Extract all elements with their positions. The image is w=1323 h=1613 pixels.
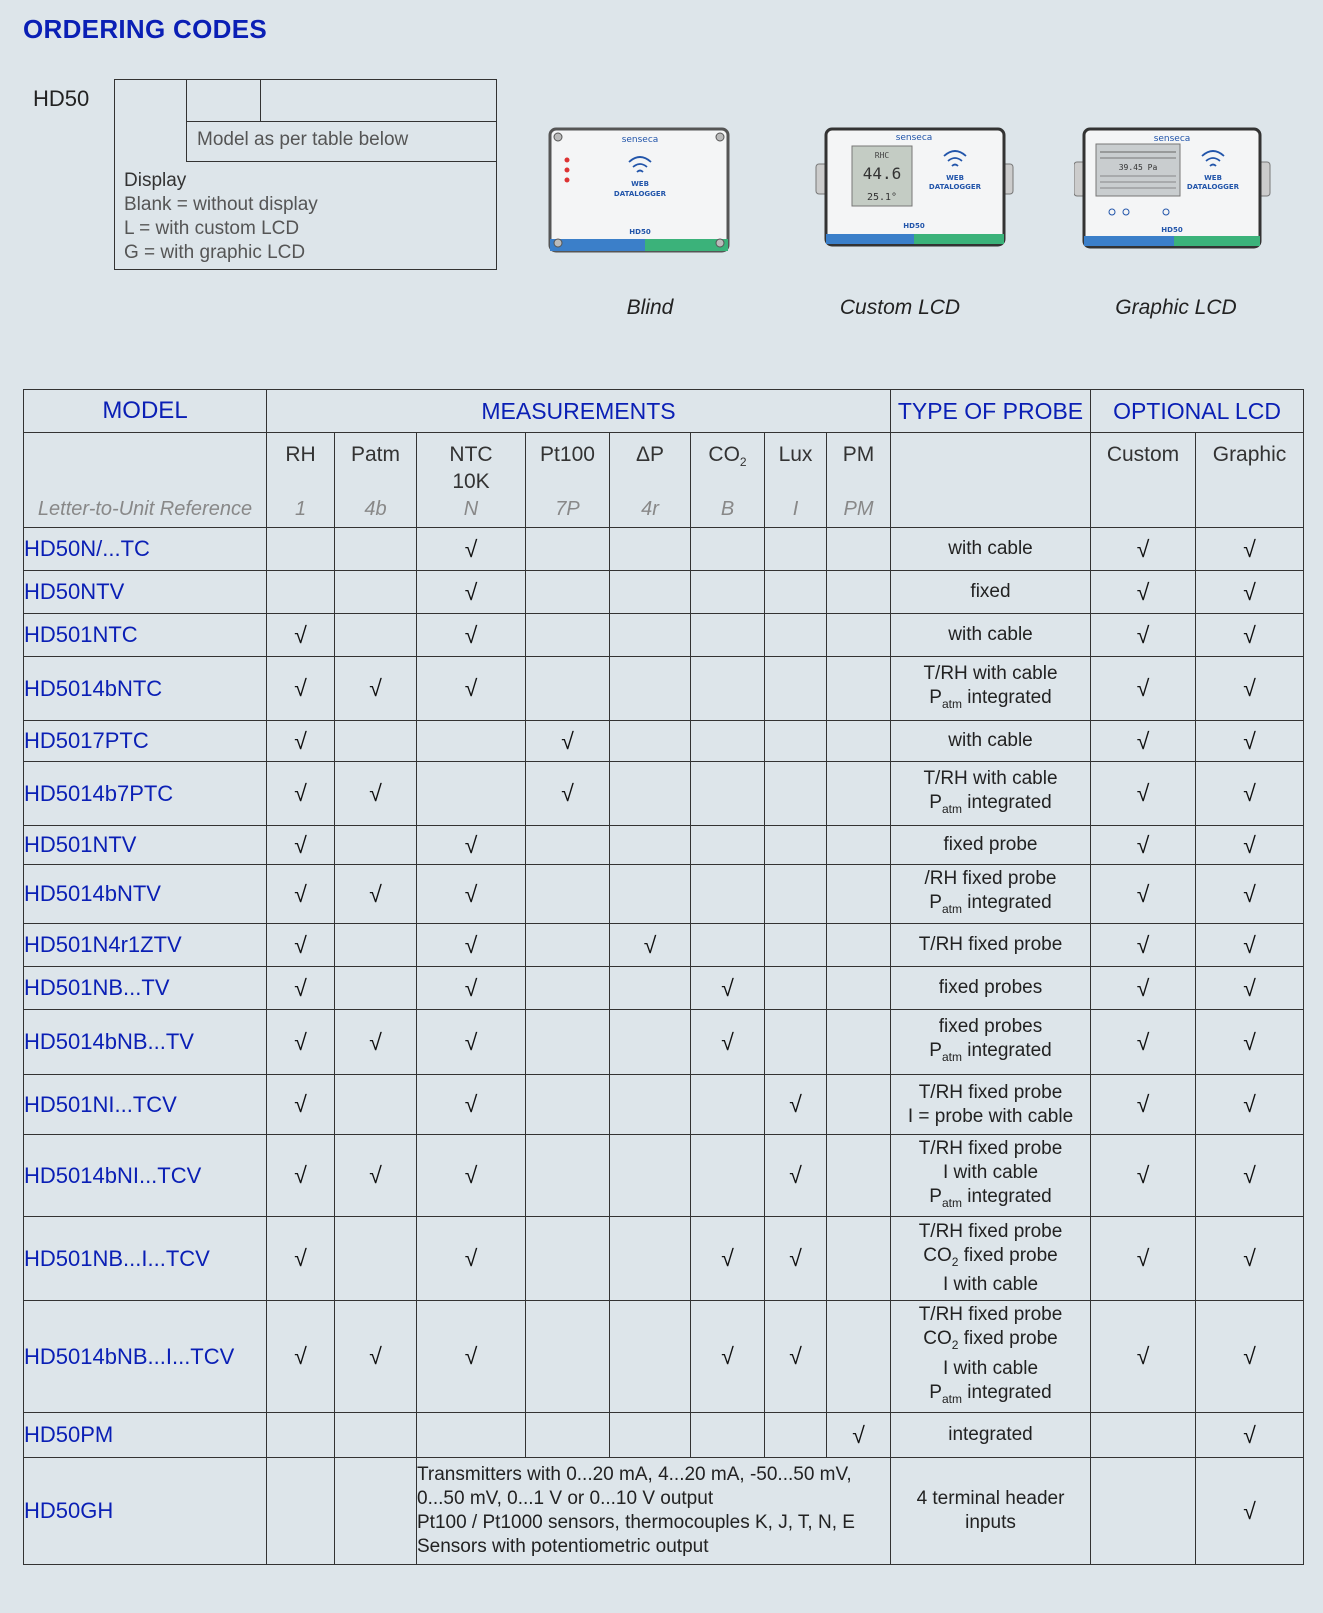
measure-cell <box>691 1135 765 1217</box>
check-mark: √ <box>691 1010 765 1075</box>
check-mark: √ <box>526 762 610 826</box>
model-code: HD5014bNTV <box>24 865 267 924</box>
check-mark: √ <box>267 1135 335 1217</box>
probe-line: inputs <box>965 1512 1016 1533</box>
svg-text:DATALOGGER: DATALOGGER <box>613 190 667 198</box>
probe-line: fixed probes <box>938 977 1043 998</box>
measure-cell <box>827 924 891 967</box>
measure-cell <box>267 1458 335 1565</box>
check-mark: √ <box>267 865 335 924</box>
probe-type <box>891 571 1091 614</box>
lcd-custom-cell: √ <box>1091 614 1196 657</box>
check-mark: √ <box>526 721 610 762</box>
lcd-graphic-cell: √ <box>1196 571 1304 614</box>
measure-cell <box>691 1413 765 1458</box>
check-mark: √ <box>417 924 526 967</box>
col-co2: $CO_2$ B <box>691 433 765 528</box>
table-row <box>24 1217 1304 1301</box>
measure-cell <box>526 924 610 967</box>
probe-type <box>891 721 1091 762</box>
lcd-graphic-cell: √ <box>1196 826 1304 865</box>
header-probe-type: TYPE OF PROBE <box>891 390 1091 433</box>
measure-cell <box>765 924 827 967</box>
probe-type <box>891 614 1091 657</box>
lcd-graphic-cell: √ <box>1196 924 1304 967</box>
check-mark: √ <box>417 967 526 1010</box>
model-code: HD501NTC <box>24 614 267 657</box>
check-mark: √ <box>267 1010 335 1075</box>
measure-cell <box>765 657 827 721</box>
check-mark: √ <box>417 571 526 614</box>
check-mark: √ <box>267 721 335 762</box>
table-row <box>24 1010 1304 1075</box>
table-row <box>24 614 1304 657</box>
measure-cell <box>335 614 417 657</box>
measure-cell <box>526 571 610 614</box>
check-mark: √ <box>417 614 526 657</box>
measure-cell <box>335 1458 417 1565</box>
measure-cell <box>610 762 691 826</box>
measure-cell <box>765 826 827 865</box>
measure-cell <box>267 571 335 614</box>
col-delta-p: ΔP 4r <box>610 433 691 528</box>
probe-type <box>891 657 1091 721</box>
probe-type <box>891 1075 1091 1135</box>
lcd-graphic-cell: √ <box>1196 657 1304 721</box>
measure-cell <box>691 528 765 571</box>
measure-cell <box>526 614 610 657</box>
probe-line: T/RH fixed probe <box>918 934 1063 955</box>
lcd-graphic-cell: √ <box>1196 762 1304 826</box>
table-row <box>24 571 1304 614</box>
lcd-graphic-cell: √ <box>1196 1413 1304 1458</box>
probe-type <box>891 826 1091 865</box>
header-measurements: MEASUREMENTS <box>267 390 891 433</box>
measure-cell <box>827 1217 891 1301</box>
probe-line: with cable <box>948 624 1033 645</box>
check-mark: √ <box>417 1217 526 1301</box>
device-caption-blind: Blind <box>626 296 674 319</box>
svg-text:WEB: WEB <box>631 180 649 188</box>
probe-line: with cable <box>948 538 1033 559</box>
gh-line: Transmitters with 0...20 mA, 4...20 mA, -50...50 mV, <box>417 1464 852 1485</box>
lcd-graphic-cell: √ <box>1196 721 1304 762</box>
device-graphic-lcd-image <box>1074 124 1274 254</box>
measure-cell <box>610 1413 691 1458</box>
table-row <box>24 721 1304 762</box>
svg-text:RHC: RHC <box>874 151 890 160</box>
probe-type <box>891 865 1091 924</box>
probe-line: fixed probes <box>938 1016 1043 1038</box>
probe-line-patm: $P_{atm}$ integrated <box>929 686 1052 711</box>
lcd-custom-cell: √ <box>1091 1075 1196 1135</box>
lcd-graphic-cell: √ <box>1196 967 1304 1010</box>
lcd-graphic-cell: √ <box>1196 1458 1304 1565</box>
table-row <box>24 1301 1304 1413</box>
check-mark: √ <box>765 1217 827 1301</box>
measure-cell <box>610 721 691 762</box>
measure-cell <box>526 1413 610 1458</box>
measure-cell <box>765 528 827 571</box>
check-mark: √ <box>765 1301 827 1413</box>
model-note: Model as per table below <box>197 129 409 150</box>
measure-cell <box>526 1217 610 1301</box>
check-mark: √ <box>691 1217 765 1301</box>
display-option: G = with graphic LCD <box>124 242 306 263</box>
probe-line-co2: $CO_2$ fixed probe <box>923 1244 1058 1269</box>
device-caption-custom-lcd: Custom LCD <box>839 296 961 319</box>
measure-cell <box>827 657 891 721</box>
measure-cell <box>267 1413 335 1458</box>
col-lux: Lux I <box>765 433 827 528</box>
check-mark: √ <box>691 967 765 1010</box>
measure-cell <box>526 657 610 721</box>
measure-cell <box>827 1075 891 1135</box>
model-code: HD5014bNB...I...TCV <box>24 1301 267 1413</box>
svg-text:44.6: 44.6 <box>862 164 902 183</box>
check-mark: √ <box>417 1010 526 1075</box>
display-option: Blank = without display <box>124 194 318 215</box>
probe-line: I with cable <box>942 1274 1039 1296</box>
col-custom: Custom <box>1091 433 1196 528</box>
model-code: HD501NTV <box>24 826 267 865</box>
probe-line: I with cable <box>942 1161 1039 1183</box>
measure-cell <box>827 571 891 614</box>
lcd-graphic-cell: √ <box>1196 1075 1304 1135</box>
measure-cell <box>335 721 417 762</box>
probe-type <box>891 762 1091 826</box>
check-mark: √ <box>417 1301 526 1413</box>
lcd-custom-cell <box>1091 1458 1196 1565</box>
probe-type <box>891 967 1091 1010</box>
lcd-graphic-cell: √ <box>1196 528 1304 571</box>
col-ntc: NTC 10K N <box>417 433 526 528</box>
header-model: MODEL <box>24 390 267 433</box>
measure-cell <box>335 571 417 614</box>
model-code: HD50NTV <box>24 571 267 614</box>
code-box-tab <box>186 79 261 122</box>
measure-cell <box>335 924 417 967</box>
check-mark: √ <box>691 1301 765 1413</box>
measure-cell <box>267 528 335 571</box>
check-mark: √ <box>335 657 417 721</box>
measure-cell <box>610 571 691 614</box>
table-row <box>24 967 1304 1010</box>
probe-line: with cable <box>948 730 1033 751</box>
probe-line: /RH fixed probe <box>924 868 1057 890</box>
measure-cell <box>526 826 610 865</box>
code-prefix: HD50 <box>33 86 90 111</box>
probe-line: I with cable <box>942 1357 1039 1379</box>
measure-cell <box>691 614 765 657</box>
table-row <box>24 865 1304 924</box>
measure-cell <box>691 721 765 762</box>
check-mark: √ <box>335 762 417 826</box>
measure-cell <box>526 1135 610 1217</box>
header-optional-lcd: OPTIONAL LCD <box>1091 390 1304 433</box>
check-mark: √ <box>267 826 335 865</box>
check-mark: √ <box>335 865 417 924</box>
measure-cell <box>417 721 526 762</box>
model-code: HD50GH <box>24 1458 267 1565</box>
measure-cell <box>526 967 610 1010</box>
measure-cell <box>827 1010 891 1075</box>
check-mark: √ <box>417 826 526 865</box>
probe-line: 4 terminal header <box>916 1488 1065 1509</box>
measure-cell <box>827 528 891 571</box>
probe-line-co2: $CO_2$ fixed probe <box>923 1327 1058 1352</box>
measure-cell <box>765 1010 827 1075</box>
measure-cell <box>827 1301 891 1413</box>
probe-type <box>891 1010 1091 1075</box>
measure-cell <box>765 571 827 614</box>
col-probe-empty <box>891 433 1091 528</box>
model-code: HD5014bNB...TV <box>24 1010 267 1075</box>
measure-cell <box>610 1075 691 1135</box>
svg-text:DATALOGGER: DATALOGGER <box>928 183 982 191</box>
measure-cell <box>827 721 891 762</box>
probe-line: T/RH fixed probe <box>918 1081 1063 1103</box>
ordering-table <box>23 389 1304 1565</box>
measure-cell <box>691 924 765 967</box>
check-mark: √ <box>827 1413 891 1458</box>
measure-cell <box>827 614 891 657</box>
probe-line: T/RH fixed probe <box>918 1303 1063 1325</box>
model-code: HD501NB...TV <box>24 967 267 1010</box>
gh-description <box>417 1458 891 1565</box>
measure-cell <box>691 762 765 826</box>
check-mark: √ <box>417 528 526 571</box>
model-code: HD5014bNI...TCV <box>24 1135 267 1217</box>
check-mark: √ <box>335 1135 417 1217</box>
measure-cell <box>827 967 891 1010</box>
measure-cell <box>335 826 417 865</box>
lcd-custom-cell: √ <box>1091 721 1196 762</box>
model-code: HD50N/...TC <box>24 528 267 571</box>
lcd-graphic-cell: √ <box>1196 614 1304 657</box>
probe-type <box>891 1135 1091 1217</box>
measure-cell <box>610 1135 691 1217</box>
measure-cell <box>691 865 765 924</box>
table-row <box>24 1135 1304 1217</box>
col-graphic: Graphic <box>1196 433 1304 528</box>
col-pm: PM PM <box>827 433 891 528</box>
probe-line: T/RH fixed probe <box>918 1220 1063 1242</box>
check-mark: √ <box>417 1135 526 1217</box>
check-mark: √ <box>335 1010 417 1075</box>
model-code: HD501NB...I...TCV <box>24 1217 267 1301</box>
probe-line-patm: $P_{atm}$ integrated <box>929 791 1052 816</box>
lcd-custom-cell: √ <box>1091 967 1196 1010</box>
lcd-custom-cell: √ <box>1091 1301 1196 1413</box>
device-blind-image <box>545 124 735 259</box>
measure-cell <box>610 1010 691 1075</box>
table-row <box>24 762 1304 826</box>
svg-text:senseca: senseca <box>1153 134 1191 144</box>
measure-cell <box>335 528 417 571</box>
measure-cell <box>765 614 827 657</box>
lcd-custom-cell: √ <box>1091 1217 1196 1301</box>
measure-cell <box>827 865 891 924</box>
display-heading: Display <box>124 170 187 191</box>
svg-text:HD50: HD50 <box>629 228 651 236</box>
measure-cell <box>335 1217 417 1301</box>
lcd-custom-cell: √ <box>1091 762 1196 826</box>
check-mark: √ <box>267 657 335 721</box>
svg-text:39.45 Pa: 39.45 Pa <box>1118 163 1158 172</box>
lcd-custom-cell: √ <box>1091 1135 1196 1217</box>
table-row <box>24 528 1304 571</box>
lcd-custom-cell: √ <box>1091 528 1196 571</box>
header-ref-label: Letter-to-Unit Reference <box>24 433 267 528</box>
measure-cell <box>610 1217 691 1301</box>
device-caption-graphic-lcd: Graphic LCD <box>1115 296 1237 319</box>
page-title: ORDERING CODES <box>23 14 268 44</box>
measure-cell <box>335 1413 417 1458</box>
check-mark: √ <box>267 924 335 967</box>
lcd-custom-cell: √ <box>1091 826 1196 865</box>
svg-text:HD50: HD50 <box>1161 226 1183 234</box>
col-rh: RH 1 <box>267 433 335 528</box>
measure-cell <box>691 571 765 614</box>
probe-type <box>891 528 1091 571</box>
measure-cell <box>526 1010 610 1075</box>
check-mark: √ <box>267 762 335 826</box>
check-mark: √ <box>267 614 335 657</box>
measure-cell <box>691 826 765 865</box>
measure-cell <box>417 762 526 826</box>
lcd-custom-cell: √ <box>1091 924 1196 967</box>
measure-cell <box>610 967 691 1010</box>
check-mark: √ <box>267 967 335 1010</box>
check-mark: √ <box>417 1075 526 1135</box>
measure-cell <box>526 1075 610 1135</box>
lcd-graphic-cell: √ <box>1196 865 1304 924</box>
gh-line: 0...50 mV, 0...1 V or 0...10 V output <box>417 1488 714 1509</box>
measure-cell <box>610 865 691 924</box>
measure-cell <box>610 614 691 657</box>
check-mark: √ <box>417 865 526 924</box>
check-mark: √ <box>610 924 691 967</box>
measure-cell <box>691 657 765 721</box>
model-code: HD5014bNTC <box>24 657 267 721</box>
lcd-graphic-cell: √ <box>1196 1010 1304 1075</box>
check-mark: √ <box>267 1075 335 1135</box>
lcd-custom-cell: √ <box>1091 657 1196 721</box>
probe-line-patm: $P_{atm}$ integrated <box>929 1185 1052 1210</box>
table-row <box>24 1458 1304 1565</box>
check-mark: √ <box>267 1217 335 1301</box>
probe-line-patm: $P_{atm}$ integrated <box>929 892 1052 916</box>
measure-cell <box>691 1075 765 1135</box>
model-code: HD5017PTC <box>24 721 267 762</box>
device-brand: senseca <box>621 135 659 145</box>
check-mark: √ <box>267 1301 335 1413</box>
probe-type <box>891 1413 1091 1458</box>
lcd-graphic-cell: √ <box>1196 1301 1304 1413</box>
measure-cell <box>765 967 827 1010</box>
model-code: HD5014b7PTC <box>24 762 267 826</box>
svg-text:WEB: WEB <box>1204 174 1222 182</box>
probe-type <box>891 1458 1091 1565</box>
svg-text:DATALOGGER: DATALOGGER <box>1186 183 1240 191</box>
gh-line: Pt100 / Pt1000 sensors, thermocouples K, J, T, N, E <box>417 1512 855 1533</box>
measure-cell <box>765 1413 827 1458</box>
lcd-graphic-cell: √ <box>1196 1217 1304 1301</box>
probe-line: T/RH with cable <box>923 767 1058 789</box>
co2-label: $CO_2$ <box>708 443 747 470</box>
lcd-graphic-cell: √ <box>1196 1135 1304 1217</box>
check-mark: √ <box>765 1135 827 1217</box>
lcd-custom-cell: √ <box>1091 865 1196 924</box>
measure-cell <box>827 826 891 865</box>
probe-line: fixed <box>970 581 1011 602</box>
measure-cell <box>765 762 827 826</box>
model-code: HD501NI...TCV <box>24 1075 267 1135</box>
probe-line: fixed probe <box>943 834 1038 855</box>
measure-cell <box>765 865 827 924</box>
table-row <box>24 826 1304 865</box>
measure-cell <box>335 967 417 1010</box>
probe-line: integrated <box>948 1424 1033 1445</box>
probe-line: I = probe with cable <box>907 1105 1074 1127</box>
measure-cell <box>417 1413 526 1458</box>
model-code: HD501N4r1ZTV <box>24 924 267 967</box>
measure-cell <box>827 762 891 826</box>
device-custom-lcd-image <box>814 124 1019 254</box>
probe-line: T/RH fixed probe <box>918 1137 1063 1159</box>
gh-line: Sensors with potentiometric output <box>417 1536 709 1557</box>
lcd-custom-cell: √ <box>1091 1010 1196 1075</box>
probe-type <box>891 1217 1091 1301</box>
check-mark: √ <box>417 657 526 721</box>
measure-cell <box>610 528 691 571</box>
col-patm: Patm 4b <box>335 433 417 528</box>
probe-line-patm: $P_{atm}$ integrated <box>929 1040 1052 1064</box>
measure-cell <box>610 1301 691 1413</box>
svg-text:HD50: HD50 <box>903 222 925 230</box>
lcd-custom-cell: √ <box>1091 571 1196 614</box>
display-option: L = with custom LCD <box>124 218 300 239</box>
measure-cell <box>526 1301 610 1413</box>
col-pt100: Pt100 7P <box>526 433 610 528</box>
measure-cell <box>335 1075 417 1135</box>
table-row <box>24 924 1304 967</box>
svg-text:WEB: WEB <box>946 174 964 182</box>
probe-line-patm: $P_{atm}$ integrated <box>929 1381 1052 1406</box>
svg-text:senseca: senseca <box>895 133 933 143</box>
probe-line: T/RH with cable <box>923 662 1058 684</box>
check-mark: √ <box>335 1301 417 1413</box>
measure-cell <box>526 865 610 924</box>
measure-cell <box>610 657 691 721</box>
probe-type <box>891 924 1091 967</box>
lcd-custom-cell <box>1091 1413 1196 1458</box>
table-row <box>24 657 1304 721</box>
measure-cell <box>765 721 827 762</box>
model-code: HD50PM <box>24 1413 267 1458</box>
probe-type <box>891 1301 1091 1413</box>
svg-text:25.1°: 25.1° <box>866 192 898 203</box>
measure-cell <box>610 826 691 865</box>
check-mark: √ <box>765 1075 827 1135</box>
table-row <box>24 1413 1304 1458</box>
measure-cell <box>827 1135 891 1217</box>
table-row <box>24 1075 1304 1135</box>
measure-cell <box>526 528 610 571</box>
